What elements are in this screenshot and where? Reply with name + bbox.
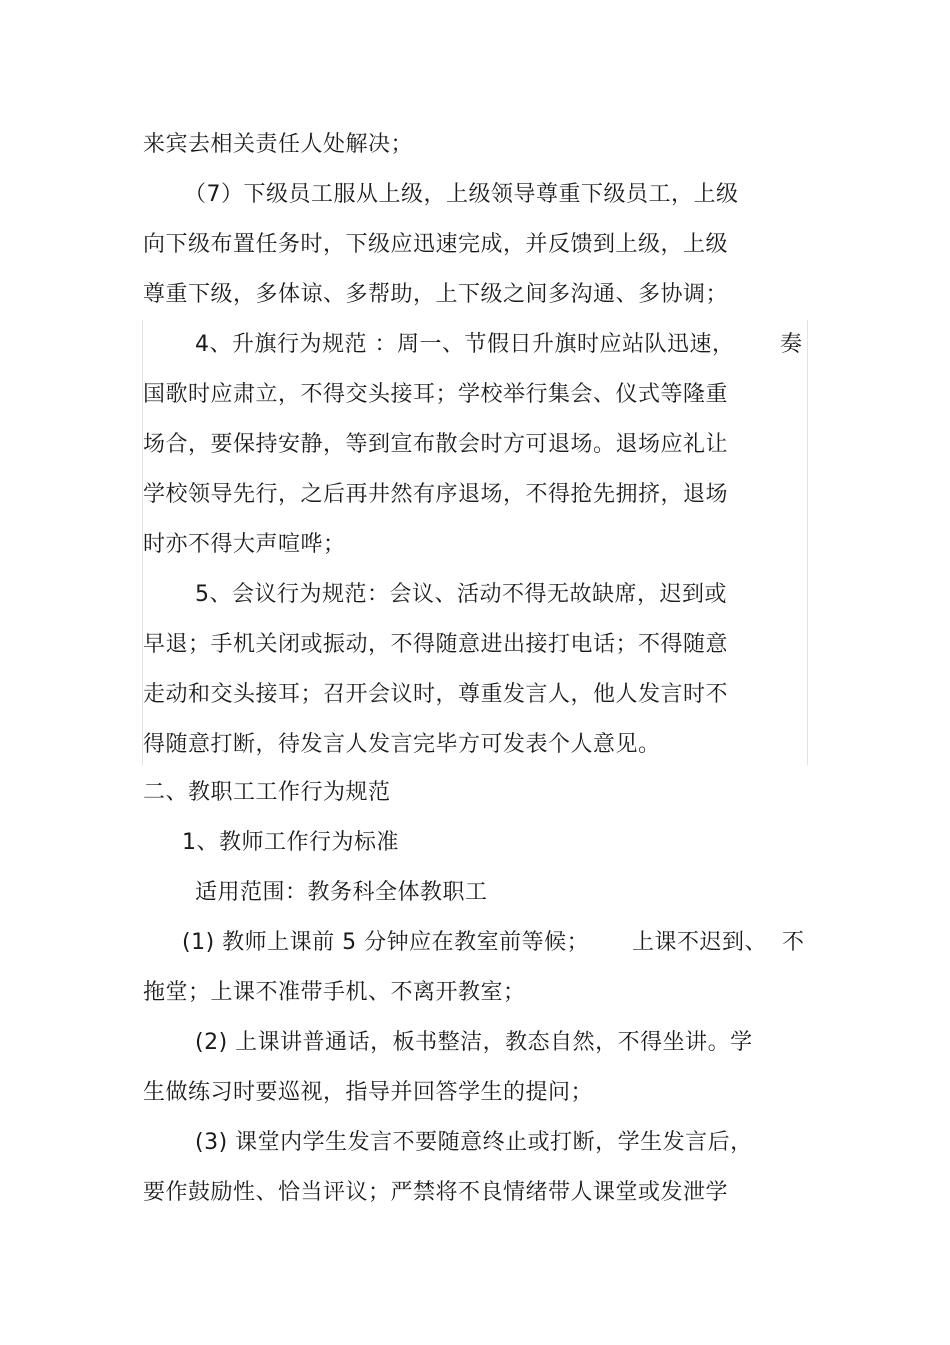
text-line: 早退；手机关闭或振动，不得随意进出接打电话；不得随意 <box>143 632 729 657</box>
subsection-heading: 1、教师工作行为标准 <box>182 830 399 855</box>
text-line: (1) 教师上课前 5 分钟应在教室前等候； <box>182 930 590 955</box>
section-heading: 二、教职工工作行为规范 <box>143 780 391 805</box>
text-line: 不 <box>782 930 805 955</box>
text-line: (2) 上课讲普通话，板书整洁，教态自然，不得坐讲。学 <box>195 1030 753 1055</box>
text-line: 适用范围：教务科全体教职工 <box>195 880 488 905</box>
text-line: 生做练习时要巡视，指导并回答学生的提问； <box>143 1080 594 1105</box>
text-line: 时亦不得大声喧哗； <box>143 532 346 557</box>
text-line: 拖堂；上课不准带手机、不离开教室； <box>143 980 526 1005</box>
text-line: 尊重下级，多体谅、多帮助，上下级之间多沟通、多协调； <box>143 282 729 307</box>
text-line: 学校领导先行，之后再井然有序退场，不得抢先拥挤，退场 <box>143 482 729 507</box>
text-line: 5、会议行为规范：会议、活动不得无故缺席，迟到或 <box>195 582 727 607</box>
text-line: 4、升旗行为规范 ：周一、节假日升旗时应站队迅速， <box>195 332 735 357</box>
text-line: 走动和交头接耳；召开会议时，尊重发言人，他人发言时不 <box>143 682 729 707</box>
text-line: 国歌时应肃立，不得交头接耳；学校举行集会、仪式等隆重 <box>143 382 729 407</box>
text-line: 得随意打断，待发言人发言完毕方可发表个人意见。 <box>143 732 661 757</box>
text-line: 要作鼓励性、恰当评议；严禁将不良情绪带人课堂或发泄学 <box>143 1180 729 1205</box>
text-line: 来宾去相关责任人处解决； <box>143 132 414 157</box>
text-line: 场合，要保持安静，等到宣布散会时方可退场。退场应礼让 <box>143 432 729 457</box>
text-line: (3) 课堂内学生发言不要随意终止或打断，学生发言后， <box>195 1130 753 1155</box>
text-line: （7）下级员工服从上级，上级领导尊重下级员工，上级 <box>184 182 739 207</box>
text-line: 奏 <box>780 332 803 357</box>
text-line: 上课不迟到、 <box>632 930 768 955</box>
text-line: 向下级布置任务时，下级应迅速完成，并反馈到上级，上级 <box>143 232 729 257</box>
